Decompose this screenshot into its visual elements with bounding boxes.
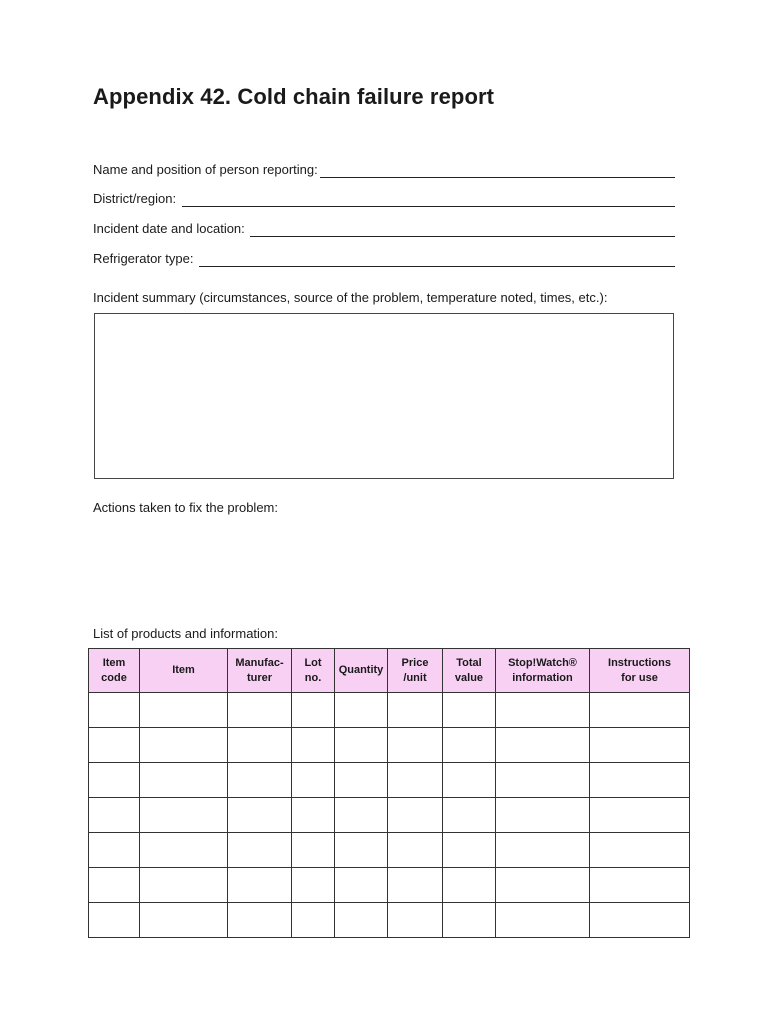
table-cell[interactable]: [388, 833, 443, 868]
column-header-stopwatch-information: Stop!Watch® information: [496, 649, 590, 693]
table-row: [89, 903, 690, 938]
table-cell[interactable]: [590, 833, 690, 868]
table-cell[interactable]: [443, 763, 496, 798]
table-cell[interactable]: [89, 833, 140, 868]
field-district-region: [93, 189, 675, 207]
column-header-lot-no: Lot no.: [292, 649, 335, 693]
table-cell[interactable]: [292, 728, 335, 763]
table-cell[interactable]: [443, 868, 496, 903]
table-cell[interactable]: [292, 833, 335, 868]
column-header-total-value: Total value: [443, 649, 496, 693]
table-cell[interactable]: [228, 868, 292, 903]
table-cell[interactable]: [89, 903, 140, 938]
table-cell[interactable]: [140, 903, 228, 938]
table-cell[interactable]: [335, 763, 388, 798]
table-row: [89, 728, 690, 763]
table-cell[interactable]: [335, 728, 388, 763]
field-name-position: [93, 160, 675, 178]
table-cell[interactable]: [292, 903, 335, 938]
table-cell[interactable]: [590, 868, 690, 903]
field-input-district-region[interactable]: [182, 192, 675, 207]
table-cell[interactable]: [335, 903, 388, 938]
table-row: [89, 763, 690, 798]
products-table: [88, 648, 690, 938]
table-cell[interactable]: [335, 868, 388, 903]
table-cell[interactable]: [388, 728, 443, 763]
table-cell[interactable]: [89, 763, 140, 798]
field-input-name-position[interactable]: [320, 163, 675, 178]
table-cell[interactable]: [89, 693, 140, 728]
column-header-manufacturer: Manufac- turer: [228, 649, 292, 693]
table-cell[interactable]: [590, 903, 690, 938]
table-row: [89, 798, 690, 833]
actions-taken-label: Actions taken to fix the problem:: [93, 500, 278, 515]
table-cell[interactable]: [228, 728, 292, 763]
actions-taken-area[interactable]: [94, 522, 674, 622]
table-cell[interactable]: [228, 833, 292, 868]
field-refrigerator-type: [93, 249, 675, 267]
table-cell[interactable]: [388, 693, 443, 728]
table-cell[interactable]: [496, 903, 590, 938]
products-list-label: List of products and information:: [93, 626, 278, 641]
table-cell[interactable]: [496, 728, 590, 763]
table-cell[interactable]: [496, 693, 590, 728]
table-cell[interactable]: [335, 693, 388, 728]
incident-summary-label: Incident summary (circumstances, source of the problem, temperature noted, times, etc.):: [93, 290, 608, 305]
table-cell[interactable]: [292, 763, 335, 798]
column-header-item: Item: [140, 649, 228, 693]
table-cell[interactable]: [89, 868, 140, 903]
field-label-incident-date-location: Incident date and location:: [93, 221, 249, 236]
table-row: [89, 833, 690, 868]
column-header-price-unit: Price /unit: [388, 649, 443, 693]
table-cell[interactable]: [228, 798, 292, 833]
table-cell[interactable]: [388, 798, 443, 833]
table-cell[interactable]: [140, 763, 228, 798]
column-header-instructions-for-use: Instructions for use: [590, 649, 690, 693]
table-cell[interactable]: [228, 763, 292, 798]
table-cell[interactable]: [292, 693, 335, 728]
table-cell[interactable]: [140, 833, 228, 868]
table-cell[interactable]: [496, 833, 590, 868]
table-cell[interactable]: [590, 693, 690, 728]
table-row: [89, 693, 690, 728]
field-label-name-position: Name and position of person reporting:: [93, 162, 318, 177]
table-cell[interactable]: [443, 798, 496, 833]
table-cell[interactable]: [590, 798, 690, 833]
table-cell[interactable]: [590, 763, 690, 798]
table-cell[interactable]: [335, 833, 388, 868]
table-cell[interactable]: [496, 798, 590, 833]
table-row: [89, 868, 690, 903]
table-cell[interactable]: [292, 868, 335, 903]
field-input-incident-date-location[interactable]: [250, 222, 675, 237]
incident-summary-box[interactable]: [94, 313, 674, 479]
table-cell[interactable]: [89, 728, 140, 763]
table-cell[interactable]: [140, 693, 228, 728]
table-cell[interactable]: [228, 693, 292, 728]
field-label-district-region: District/region:: [93, 191, 180, 206]
table-cell[interactable]: [443, 833, 496, 868]
field-label-refrigerator-type: Refrigerator type:: [93, 251, 198, 266]
table-cell[interactable]: [140, 798, 228, 833]
table-cell[interactable]: [140, 868, 228, 903]
table-cell[interactable]: [443, 903, 496, 938]
table-cell[interactable]: [496, 763, 590, 798]
table-cell[interactable]: [335, 798, 388, 833]
field-input-refrigerator-type[interactable]: [199, 252, 675, 267]
table-cell[interactable]: [590, 728, 690, 763]
table-cell[interactable]: [292, 798, 335, 833]
page-title: Appendix 42. Cold chain failure report: [93, 84, 495, 109]
column-header-item-code: Item code: [89, 649, 140, 693]
table-cell[interactable]: [388, 868, 443, 903]
table-cell[interactable]: [89, 798, 140, 833]
table-cell[interactable]: [443, 728, 496, 763]
table-header-row: [89, 649, 690, 693]
column-header-quantity: Quantity: [335, 649, 388, 693]
table-cell[interactable]: [140, 728, 228, 763]
table-cell[interactable]: [228, 903, 292, 938]
table-cell[interactable]: [496, 868, 590, 903]
products-table-body: [89, 693, 690, 938]
field-incident-date-location: [93, 219, 675, 237]
table-cell[interactable]: [388, 763, 443, 798]
table-cell[interactable]: [388, 903, 443, 938]
table-cell[interactable]: [443, 693, 496, 728]
